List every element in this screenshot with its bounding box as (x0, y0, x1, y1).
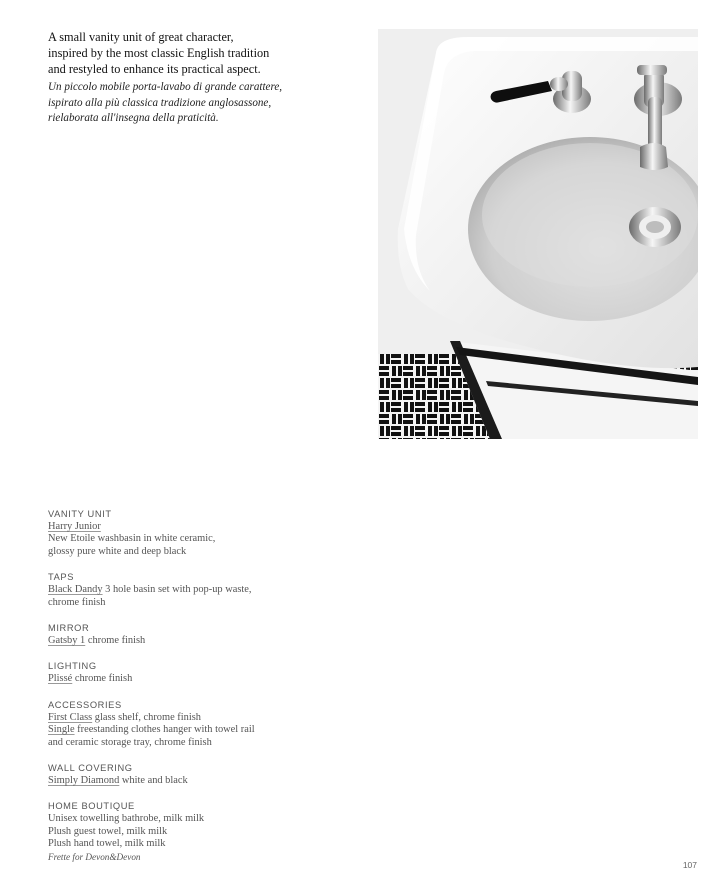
spec-wall-covering: WALL COVERING Simply Diamond white and black (48, 762, 378, 787)
spec-vanity-unit: VANITY UNIT Harry Junior New Etoile washbasin in white ceramic, glossy pure white and deep black (48, 508, 378, 558)
product-link-simply-diamond[interactable]: Simply Diamond (48, 775, 120, 787)
spec-lighting: LIGHTING Plissé chrome finish (48, 660, 378, 685)
intro-italian: Un piccolo mobile porta-lavabo di grande carattere, ispirato alla più classica tradizione anglosassone, rielaborata all'insegna della praticità. (48, 81, 283, 124)
page-number: 107 (682, 860, 697, 870)
spec-heading: VANITY UNIT (48, 509, 112, 519)
brand-credit: Frette for Devon&Devon (48, 851, 141, 862)
intro-text (48, 29, 368, 127)
spec-heading: WALL COVERING (48, 763, 133, 774)
spec-heading: MIRROR (48, 623, 90, 634)
spec-heading: HOME BOUTIQUE (48, 801, 135, 812)
spec-heading: TAPS (48, 572, 74, 583)
spec-heading: ACCESSORIES (48, 699, 122, 710)
spec-accessories: ACCESSORIES First Class glass shelf, chrome finish Single freestanding clothes hanger with towel rail and ceramic storage tray, chrome finish (48, 699, 378, 749)
product-specs (48, 508, 378, 877)
spec-mirror: MIRROR Gatsby 1 chrome finish (48, 622, 378, 647)
spec-home-boutique: HOME BOUTIQUE Unisex towelling bathrobe, milk milk Plush guest towel, milk milk Plush hand towel, milk milk Frette for Devon&Devon (48, 800, 378, 863)
washbasin-photo (378, 29, 698, 439)
product-link-black-dandy[interactable]: Black Dandy (48, 584, 103, 596)
spec-taps: TAPS Black Dandy 3 hole basin set with pop-up waste, chrome finish (48, 571, 378, 609)
product-link-single[interactable]: Single (48, 724, 75, 736)
product-link-gatsby-1[interactable]: Gatsby 1 (48, 635, 86, 647)
product-link-first-class[interactable]: First Class (48, 711, 93, 723)
spec-heading: LIGHTING (48, 661, 97, 672)
product-link-plisse[interactable]: Plissé (48, 673, 73, 685)
product-link-harry-junior[interactable]: Harry Junior (48, 521, 101, 532)
intro-english: A small vanity unit of great character, inspired by the most classic English tradition and restyled to enhance its practical aspect. (48, 30, 270, 76)
